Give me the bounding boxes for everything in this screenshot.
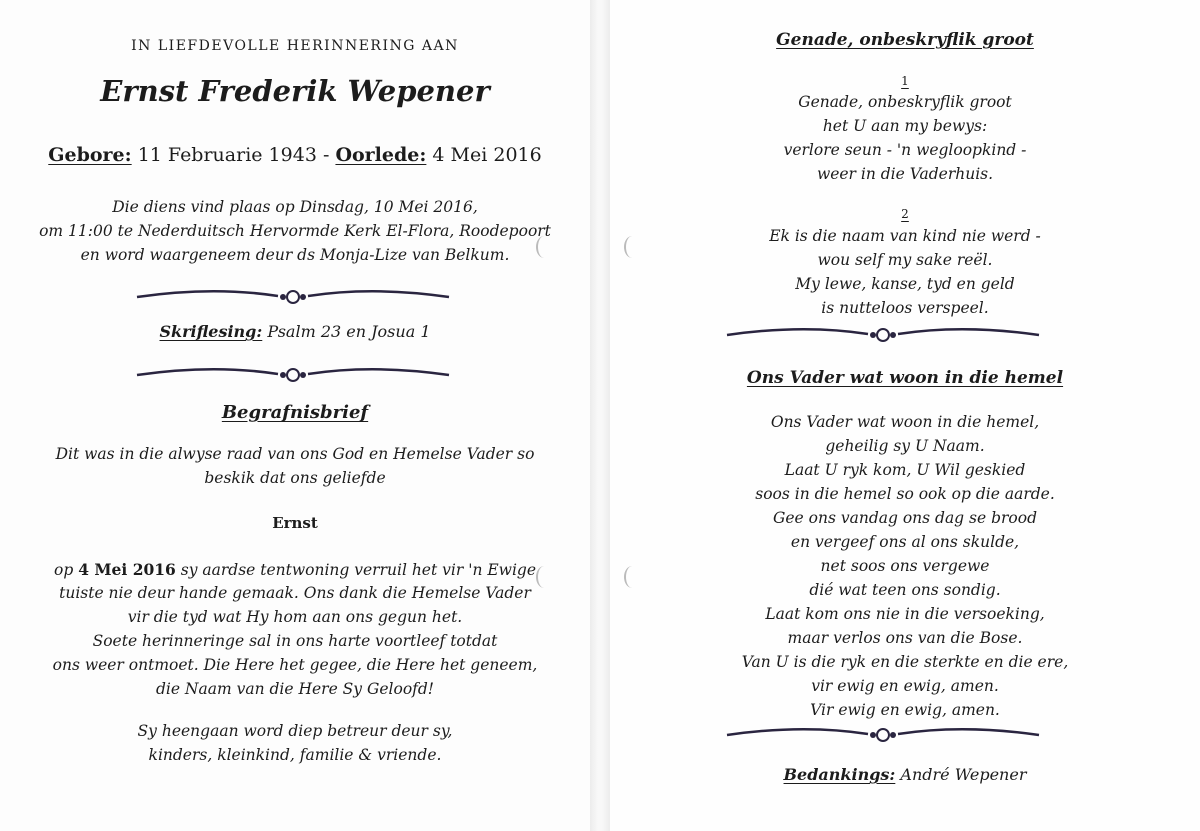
thanks-name: André Wepener (900, 765, 1027, 784)
letter-prefix: op (54, 561, 74, 579)
letter-line-5: ons weer ontmoet. Die Here het gegee, die Here het geneem, (52, 656, 538, 674)
reading-text: Psalm 23 en Josua 1 (267, 322, 431, 341)
prayer-line: Van U is die ryk en die sterkte en die ere, (741, 653, 1069, 671)
letter-intro-1: Dit was in die alwyse raad van ons God en Hemelse Vader so (55, 445, 535, 463)
page-gutter (590, 0, 610, 831)
first-name: Ernst (272, 514, 318, 532)
died-date: 4 Mei 2016 (432, 144, 542, 166)
born-date: 11 Februarie 1943 (137, 144, 317, 166)
letter-line-4: Soete herinneringe sal in ons harte voortleef totdat (92, 632, 498, 650)
punch-hole (536, 236, 552, 258)
letter-line-3: vir die tyd wat Hy hom aan ons gegun het. (127, 608, 463, 626)
verse-2-line-3: My lewe, kanse, tyd en geld (795, 275, 1015, 293)
prayer-line: Laat kom ons nie in die versoeking, (765, 605, 1045, 623)
letter-title: Begrafnisbrief (221, 402, 369, 423)
letter-intro-2: beskik dat ons geliefde (204, 469, 386, 487)
thanks-label: Bedankings: (783, 765, 896, 784)
letter-line-6: die Naam van die Here Sy Geloofd! (155, 680, 435, 698)
prayer-line: soos in die hemel so ook op die aarde. (755, 485, 1055, 503)
prayer-line: vir ewig en ewig, amen. (811, 677, 999, 695)
verse-2-line-4: is nutteloos verspeel. (821, 299, 989, 317)
prayer-line: Gee ons vandag ons dag se brood (772, 509, 1038, 527)
hymn-title: Genade, onbeskryflik groot (776, 30, 1034, 50)
ornament-divider (133, 362, 453, 388)
service-line-3: en word waargeneem deur ds Monja-Lize van Belkum. (80, 246, 510, 264)
verse-2-line-2: wou self my sake reël. (817, 251, 993, 269)
left-page (0, 0, 590, 831)
prayer-title: Ons Vader wat woon in die hemel (746, 368, 1064, 388)
punch-hole (536, 566, 552, 588)
verse-1-line-3: verlore seun - 'n wegloopkind - (783, 141, 1027, 159)
right-page (610, 0, 1200, 831)
prayer-line: net soos ons vergewe (820, 557, 990, 575)
ornament-divider (133, 284, 453, 310)
service-line-2: om 11:00 te Nederduitsch Hervormde Kerk El-Flora, Roodepoort (39, 222, 551, 240)
date-separator: - (322, 144, 330, 166)
punch-hole (624, 236, 640, 258)
mourned-line-2: kinders, kleinkind, familie & vriende. (148, 746, 442, 764)
prayer-line: Vir ewig en ewig, amen. (810, 701, 1000, 719)
letter-line-2: tuiste nie deur hande gemaak. Ons dank die Hemelse Vader (59, 584, 531, 602)
prayer-line: Ons Vader wat woon in die hemel, (770, 413, 1040, 431)
service-line-1: Die diens vind plaas op Dinsdag, 10 Mei 2016, (112, 198, 478, 216)
deceased-name: Ernst Frederik Wepener (100, 74, 490, 108)
verse-2-line-1: Ek is die naam van kind nie werd - (769, 227, 1041, 245)
prayer-line: dié wat teen ons sondig. (809, 581, 1001, 599)
scripture-reading (0, 322, 590, 341)
verse-1-line-1: Genade, onbeskryflik groot (798, 93, 1012, 111)
memorial-header: IN LIEFDEVOLLE HERINNERING AAN (131, 38, 459, 54)
ornament-divider (723, 322, 1043, 348)
reading-label: Skriflesing: (159, 322, 263, 341)
prayer-line: Laat U ryk kom, U Wil geskied (784, 461, 1026, 479)
born-label: Gebore: (48, 144, 132, 166)
acknowledgements (610, 765, 1200, 784)
verse-1-line-2: het U aan my bewys: (822, 117, 988, 135)
prayer-line: geheilig sy U Naam. (825, 437, 985, 455)
verse-2-number: 2 (901, 207, 909, 221)
died-label: Oorlede: (335, 144, 427, 166)
punch-hole (624, 566, 640, 588)
life-dates (0, 144, 590, 166)
letter-date: 4 Mei 2016 (78, 560, 176, 579)
ornament-divider (723, 722, 1043, 748)
verse-1-number: 1 (901, 74, 909, 88)
prayer-line: maar verlos ons van die Bose. (787, 629, 1023, 647)
letter-line-1 (0, 560, 590, 579)
prayer-line: en vergeef ons al ons skulde, (790, 533, 1020, 551)
mourned-line-1: Sy heengaan word diep betreur deur sy, (137, 722, 453, 740)
letter-line-1-text: sy aardse tentwoning verruil het vir 'n Ewige (180, 561, 536, 579)
verse-1-line-4: weer in die Vaderhuis. (816, 165, 994, 183)
